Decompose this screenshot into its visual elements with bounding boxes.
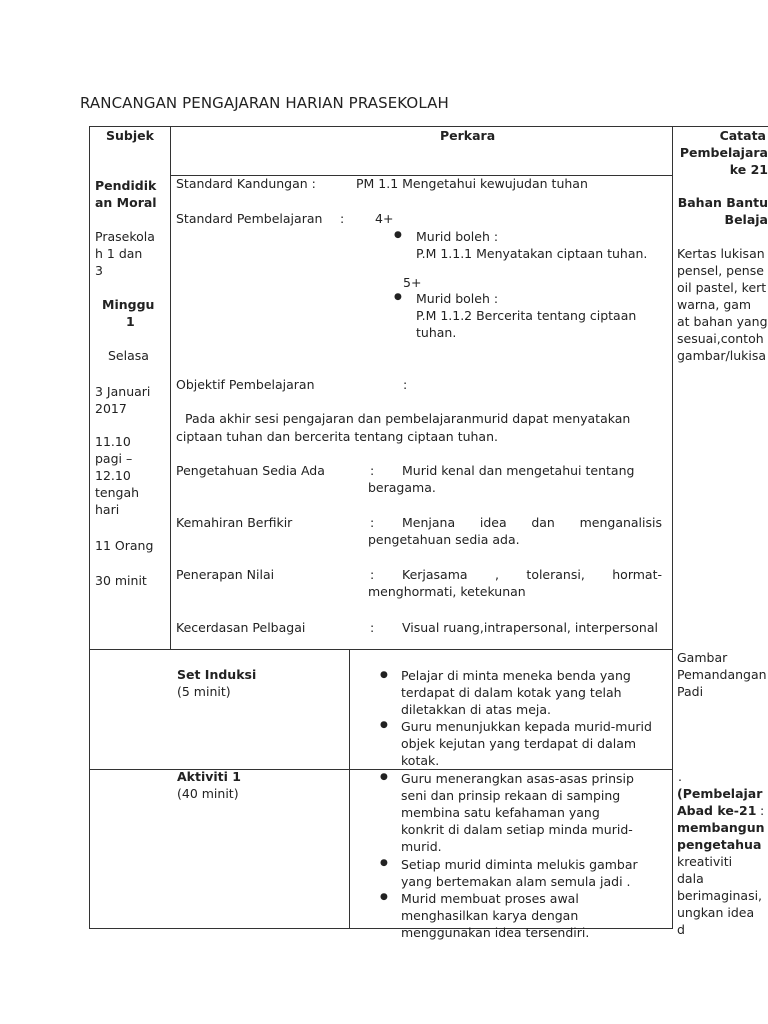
ak-note-3: membangun [677, 820, 765, 835]
bahan-line-1: Kertas lukisan [677, 246, 765, 261]
bahan-title-2: Belaja [724, 212, 768, 227]
set-induksi-duration: (5 minit) [177, 684, 231, 699]
psa-text-2: beragama. [368, 480, 436, 495]
bahan-line-2: pensel, pense [677, 263, 764, 278]
bahan-line-4: warna, gam [677, 297, 752, 312]
pn-colon: : [370, 567, 375, 582]
sp-colon: : [340, 211, 345, 226]
bahan-line-7: gambar/lukisa [677, 348, 766, 363]
si-b1-l3: diletakkan di atas meja. [401, 702, 552, 717]
bullet-icon: ● [380, 858, 388, 868]
kb-text-2: pengetahuan sedia ada. [368, 532, 520, 547]
si-b1-l1: Pelajar di minta meneka benda yang [401, 668, 631, 683]
bullet-icon: ● [380, 720, 388, 730]
sp-label: Standard Pembelajaran [176, 211, 323, 226]
si-b2-l1: Guru menunjukkan kepada murid-murid [401, 719, 652, 734]
ak-note-6: dala [677, 871, 704, 886]
class-2: h 1 dan [95, 246, 143, 261]
pn-label: Penerapan Nilai [176, 567, 275, 582]
header-catatan-2: Pembelajara [679, 145, 768, 160]
psa-colon: : [370, 463, 375, 478]
ak-note-2: Abad ke-21 [677, 803, 757, 818]
ak-b2-l1: Setiap murid diminta melukis gambar [401, 857, 638, 872]
psa-label: Pengetahuan Sedia Ada [176, 463, 325, 478]
duration: 30 minit [95, 573, 147, 588]
si-b2-l2: objek kejutan yang terdapat di dalam [401, 736, 637, 751]
ak-b1-l3: membina satu kefahaman yang [401, 805, 600, 820]
bahan-line-3: oil pastel, kert [677, 280, 767, 295]
day: Selasa [108, 348, 149, 363]
kp-text: Visual ruang,intrapersonal, interpersonal [402, 620, 658, 635]
kb-colon: : [370, 515, 375, 530]
ak-note-5: kreativiti [677, 854, 733, 869]
sk-label: Standard Kandungan : [176, 176, 316, 191]
obj-colon: : [403, 377, 408, 392]
ak-b1-l1: Guru menerangkan asas-asas prinsip [401, 771, 634, 786]
bullet-icon: ● [394, 292, 402, 302]
ak-b3-l3: menggunakan idea tersendiri. [401, 925, 590, 940]
kp-label: Kecerdasan Pelbagai [176, 620, 306, 635]
bullet-icon: ● [380, 670, 388, 680]
header-catatan-3: ke 21 [729, 162, 768, 177]
ak-b1-l4: konkrit di dalam setiap minda murid- [401, 822, 633, 837]
bahan-line-5: at bahan yang [677, 314, 768, 329]
si-b1-l2: terdapat di dalam kotak yang telah [401, 685, 622, 700]
obj-label: Objektif Pembelajaran [176, 377, 315, 392]
obj-text-2: ciptaan tuhan dan bercerita tentang ciptaan tuhan. [176, 429, 498, 444]
psa-text-1: Murid kenal dan mengetahui tentang [402, 463, 635, 478]
sp-level-2: 5+ [403, 275, 422, 290]
page-title: RANCANGAN PENGAJARAN HARIAN PRASEKOLAH [80, 94, 449, 112]
bullet-icon: ● [380, 892, 388, 902]
pn-text-2: menghormati, ketekunan [368, 584, 526, 599]
si-note-2: Pemandangan [677, 667, 767, 682]
subject-name-2: an Moral [95, 195, 157, 210]
pn-text-1: Kerjasama , toleransi, hormat- [402, 567, 662, 582]
date-1: 3 Januari [95, 384, 151, 399]
si-b2-l3: kotak. [401, 753, 440, 768]
date-2: 2017 [95, 401, 127, 416]
ak-note-2b: : [760, 803, 765, 818]
ak-b3-l1: Murid membuat proses awal [401, 891, 579, 906]
sk-value: PM 1.1 Mengetahui kewujudan tuhan [356, 176, 588, 191]
week-label: Minggu [102, 297, 155, 312]
ak-b2-l2: yang bertemakan alam semula jadi . [401, 874, 631, 889]
subject-name-1: Pendidik [95, 178, 157, 193]
bahan-title-1: Bahan Bantu [677, 195, 768, 210]
ak-note-1: (Pembelajar [677, 786, 763, 801]
ak-note-9: d [677, 922, 685, 937]
sp-item-2a: Murid boleh : [416, 291, 499, 306]
ak-note-dot: . [678, 769, 682, 784]
sp-item-2c: tuhan. [416, 325, 457, 340]
kp-colon: : [370, 620, 375, 635]
kb-label: Kemahiran Berfikir [176, 515, 293, 530]
week-number: 1 [126, 314, 135, 329]
sp-item-1a: Murid boleh : [416, 229, 499, 244]
bahan-line-6: sesuai,contoh [677, 331, 764, 346]
time-2: pagi – [95, 451, 133, 466]
ak-note-7: berimaginasi, [677, 888, 763, 903]
aktiviti-duration: (40 minit) [177, 786, 239, 801]
ak-note-4: pengetahua [677, 837, 762, 852]
time-4: tengah [95, 485, 140, 500]
ak-b1-l5: murid. [401, 839, 442, 854]
ak-note-8: ungkan idea [677, 905, 755, 920]
si-note-3: Padi [677, 684, 704, 699]
ak-b1-l2: seni dan prinsip rekaan di samping [401, 788, 621, 803]
time-1: 11.10 [95, 434, 131, 449]
class-1: Prasekola [95, 229, 155, 244]
header-subjek: Subjek [106, 128, 154, 143]
header-perkara: Perkara [440, 128, 496, 143]
class-3: 3 [95, 263, 103, 278]
obj-text-1: Pada akhir sesi pengajaran dan pembelajaranmurid dapat menyatakan [185, 411, 631, 426]
kb-text-1: Menjana idea dan menganalisis [402, 515, 662, 530]
time-3: 12.10 [95, 468, 131, 483]
ak-b3-l2: menghasilkan karya dengan [401, 908, 579, 923]
si-note-1: Gambar [677, 650, 728, 665]
student-count: 11 Orang [95, 538, 154, 553]
bullet-icon: ● [394, 230, 402, 240]
aktiviti-title: Aktiviti 1 [177, 769, 241, 784]
time-5: hari [95, 502, 120, 517]
sp-level-1: 4+ [375, 211, 394, 226]
sp-item-1b: P.M 1.1.1 Menyatakan ciptaan tuhan. [416, 246, 648, 261]
set-induksi-title: Set Induksi [177, 667, 257, 682]
bullet-icon: ● [380, 772, 388, 782]
sp-item-2b: P.M 1.1.2 Bercerita tentang ciptaan [416, 308, 637, 323]
header-catatan-1: Catata [719, 128, 766, 143]
